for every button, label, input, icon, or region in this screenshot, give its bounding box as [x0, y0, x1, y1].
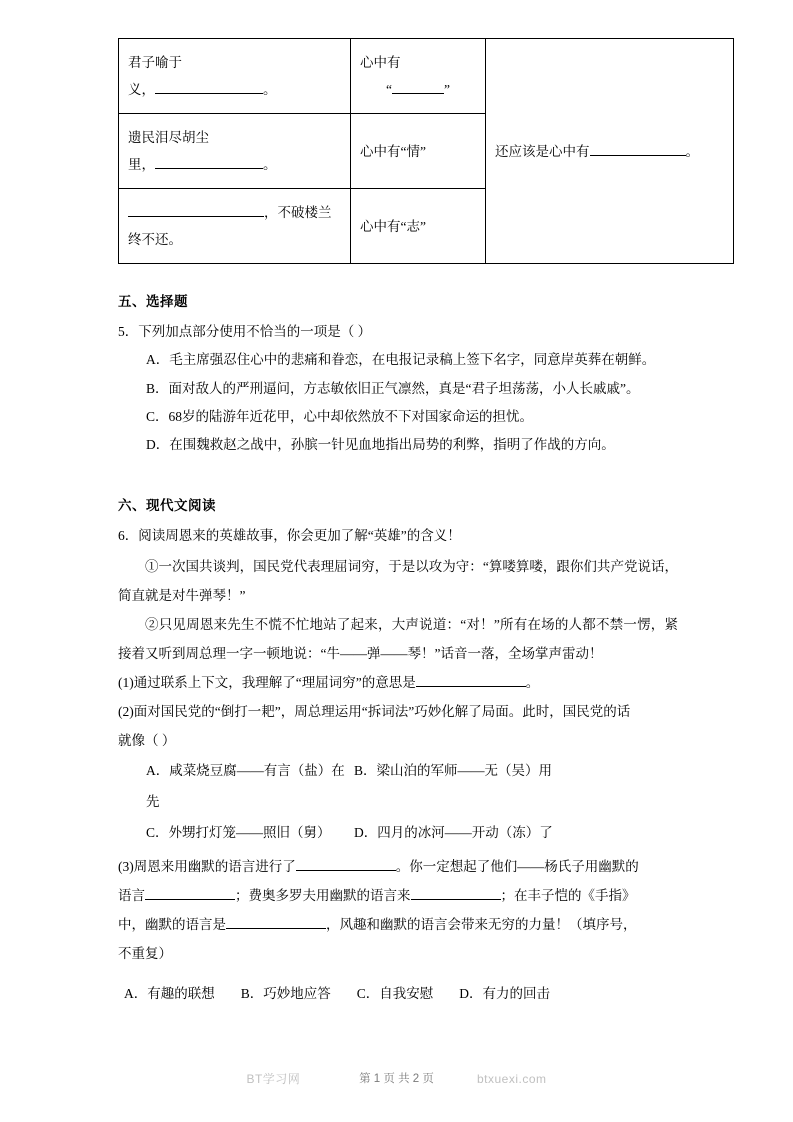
fill-blank[interactable] — [411, 899, 501, 900]
cell-text-line1: ，不破楼兰 — [128, 199, 341, 226]
reading-paragraph-2: ②只见周恩来先生不慌不忙地站了起来，大声说道：“对！”所有在场的人都不禁一愣，紧接着又听到周总理一字一顿地说：“牛——弹——琴！”话音一落，全场掌声雷动！ — [118, 617, 678, 662]
question-6-2-options-row1 — [146, 755, 678, 817]
cell-text-line1: 心中有 — [360, 55, 401, 70]
option-b[interactable]: B．面对敌人的严刑逼问，方志敏依旧正气凛然，真是“君子坦荡荡，小人长戚戚”。 — [146, 380, 640, 396]
cell-text-line2: 里， 。 — [128, 157, 277, 172]
option-c[interactable]: C．外甥打灯笼——照旧（舅） — [146, 825, 331, 841]
cell-text-line1: 遗民泪尽胡尘 — [128, 130, 209, 145]
question-6-3-line2: 语言 ；费奥多罗夫用幽默的语言来 ；在丰子恺的《手指》 — [118, 888, 636, 904]
option-b[interactable]: B．巧妙地应答 — [240, 986, 331, 1002]
option-a[interactable]: A．有趣的联想 — [124, 986, 215, 1002]
fill-blank[interactable] — [416, 686, 526, 687]
question-6-3-line1: (3)周恩来用幽默的语言进行了 。你一定想起了他们——杨氏子用幽默的 — [118, 859, 639, 875]
watermark-right: btxuexi.com — [477, 1072, 547, 1086]
question-6-stem: 6．阅读周恩来的英雄故事，你会更加了解“英雄”的含义！ — [118, 527, 461, 543]
cell-text-line1: 君子喻于 — [128, 55, 182, 70]
question-6-2-line1: (2)面对国民党的“倒打一耙”，周总理运用“拆词法”巧妙化解了局面。此时，国民党的话 — [118, 704, 631, 720]
cell-text-line2: “ ” — [386, 82, 450, 97]
table-cell-xinzhongyou — [351, 39, 486, 114]
option-d[interactable]: D．四月的冰河——开动（冻）了 — [354, 825, 553, 841]
table-cell-xinzhongyouzhi — [351, 189, 486, 264]
table-cell-haiyinggai — [486, 39, 734, 264]
fill-blank[interactable] — [226, 928, 326, 929]
section-title-five: 五、选择题 — [118, 294, 188, 309]
fill-blank[interactable] — [155, 168, 263, 169]
question-6-3-line3: 中，幽默的语言是 ，风趣和幽默的语言会带来无穷的力量！（填序号， — [118, 917, 637, 933]
option-d[interactable]: D．有力的回击 — [459, 986, 551, 1002]
document-content — [118, 38, 699, 1009]
page-number: 第 1 页 共 2 页 — [359, 1073, 434, 1085]
question-5-stem: 5．下列加点部分使用不恰当的一项是（ ） — [118, 324, 372, 339]
fill-blank[interactable] — [296, 870, 396, 871]
option-b[interactable]: B．梁山泊的军师——无（吴）用 — [354, 763, 553, 779]
fill-blank[interactable] — [155, 93, 263, 94]
option-c[interactable]: C．68岁的陆游年近花甲，心中却依然放不下对国家命运的担忧。 — [146, 409, 534, 425]
question-6-2-options-row2 — [146, 817, 678, 848]
fill-blank[interactable] — [590, 155, 686, 156]
reading-paragraph-1: ①一次国共谈判，国民党代表理屈词穷，于是以攻为守：“算喽算喽，跟你们共产党说话，简直就是对牛弹琴！” — [118, 559, 678, 604]
cell-text-line2: 义， 。 — [128, 82, 277, 97]
cell-text: 还应该是心中有 。 — [495, 143, 699, 159]
option-a[interactable]: A．毛主席强忍住心中的悲痛和眷恋，在电报记录稿上签下名字，同意岸英葬在朝鲜。 — [146, 352, 656, 368]
poem-fill-in-table — [118, 38, 734, 264]
table-cell-yimin — [119, 114, 351, 189]
cell-text: 心中有“志” — [360, 218, 426, 234]
option-a[interactable]: A．咸菜烧豆腐——有言（盐）在先 — [146, 763, 345, 810]
question-5-options — [146, 346, 678, 459]
section-title-six: 六、现代文阅读 — [118, 497, 216, 513]
fill-blank[interactable] — [145, 899, 235, 900]
table-cell-loulan — [119, 189, 351, 264]
option-d[interactable]: D．在围魏救赵之战中，孙膑一针见血地指出局势的利弊，指明了作战的方向。 — [146, 437, 615, 453]
fill-blank[interactable] — [128, 216, 264, 217]
question-6-3-options — [124, 978, 678, 1009]
fill-blank[interactable] — [392, 93, 444, 94]
table-cell-xinzhongyouqing — [351, 114, 486, 189]
watermark-left: BT学习网 — [246, 1072, 301, 1086]
question-6-1: (1)通过联系上下文，我理解了“理屈词穷”的意思是 。 — [118, 675, 540, 691]
option-c[interactable]: C．自我安慰 — [356, 986, 434, 1002]
question-6-3-line4: 不重复） — [118, 946, 172, 962]
cell-text: 心中有“情” — [360, 143, 426, 159]
table-cell-junzi — [119, 39, 351, 114]
table-row — [119, 39, 734, 114]
cell-text-line2: 终不还。 — [128, 232, 182, 247]
question-6-2-line2: 就像（ ） — [118, 733, 176, 749]
watermark — [0, 1070, 793, 1087]
